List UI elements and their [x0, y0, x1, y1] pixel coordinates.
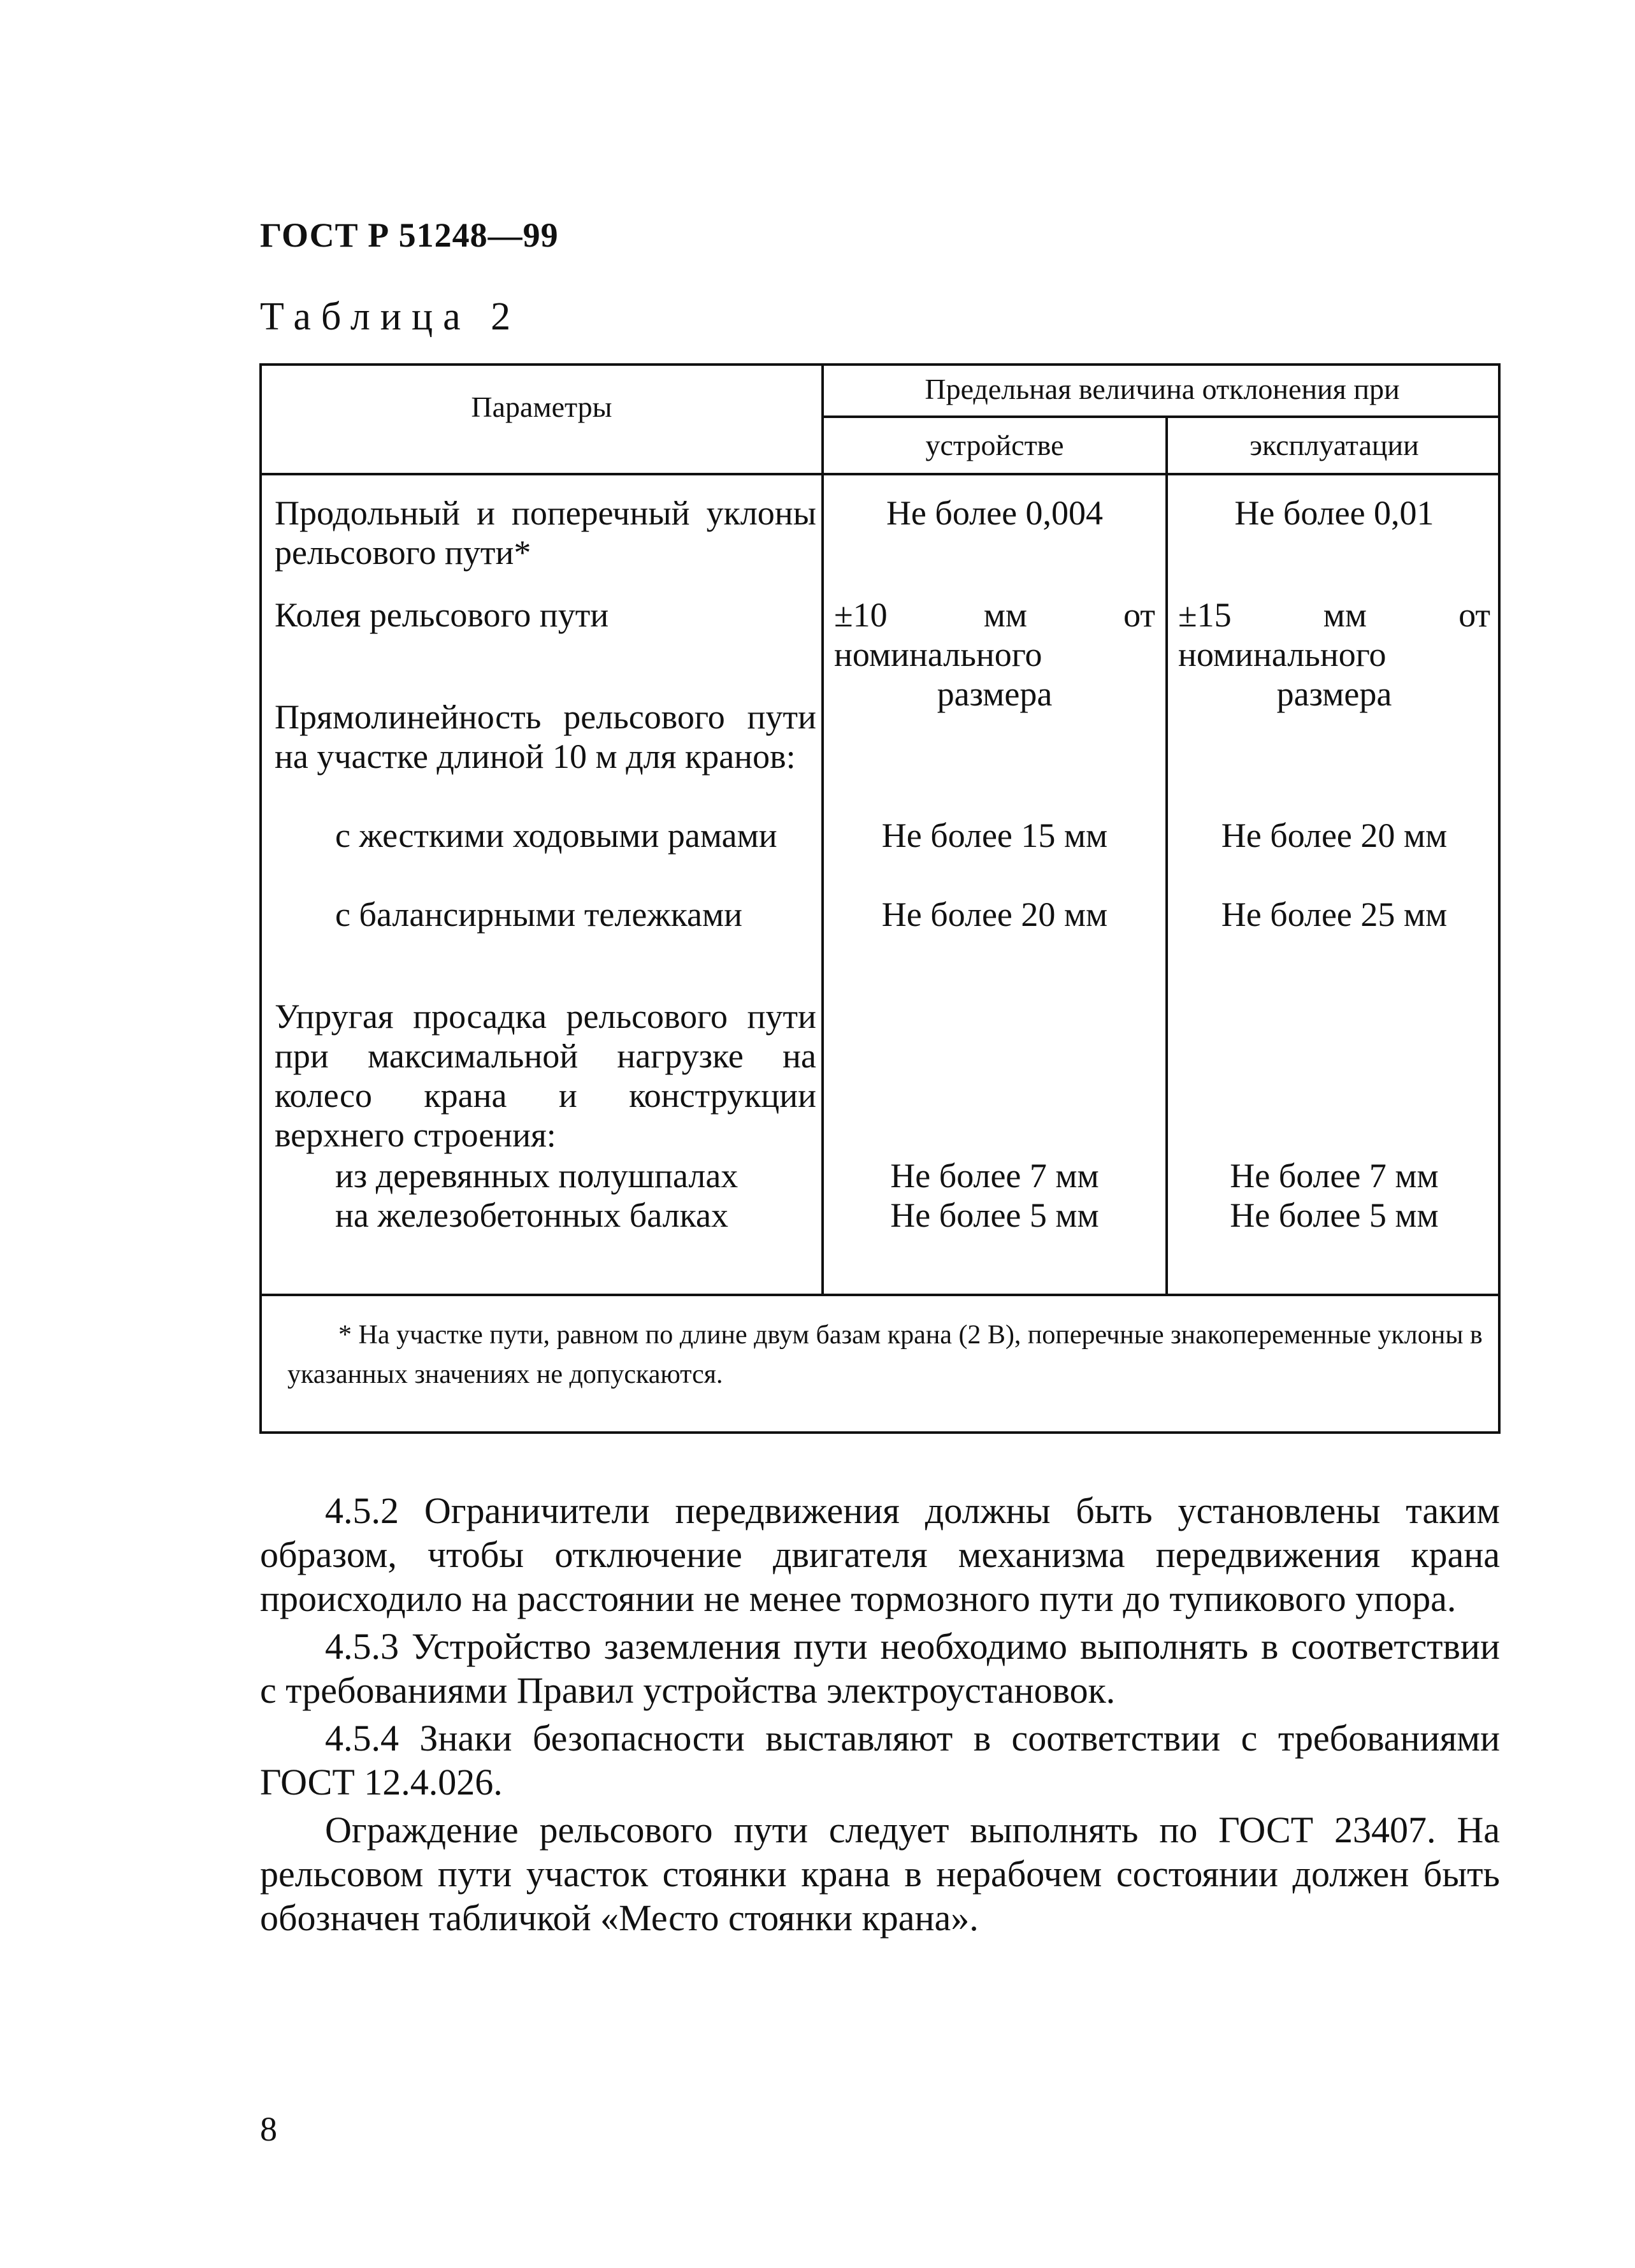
operation-value: Не более 0,01: [1234, 494, 1434, 532]
header-operation: эксплуатации: [1250, 429, 1419, 461]
table-divider: [821, 415, 1501, 418]
body-text: [260, 1489, 1500, 1944]
param-cell: Упругая просадка рельсового пути при максимальной нагрузке на колесо крана и конструкции верхнего строения:: [275, 997, 816, 1154]
installation-value: Не более 20 мм: [881, 895, 1108, 934]
operation-value: Не более 7 мм: [1230, 1157, 1439, 1195]
header-limit-deviation: Предельная величина отклонения при: [925, 373, 1400, 405]
table-divider: [262, 1294, 1501, 1296]
param-cell: Прямолинейность рельсового пути на участке длиной 10 м для кранов:: [275, 698, 816, 776]
installation-value: ±10 мм от номинального размера: [834, 596, 1155, 713]
installation-value: Не более 5 мм: [890, 1196, 1099, 1234]
table-caption: Таблица 2: [260, 295, 521, 338]
header-installation: устройстве: [925, 429, 1064, 461]
param-cell: на железобетонных балках: [335, 1196, 728, 1234]
installation-value: Не более 15 мм: [881, 816, 1108, 855]
param-cell: Продольный и поперечный уклоны рельсового пути*: [275, 494, 816, 572]
paragraph: 4.5.4 Знаки безопасности выставляют в соответствии с требованиями ГОСТ 12.4.026.: [260, 1717, 1500, 1803]
table-divider: [262, 473, 1501, 475]
document-code: ГОСТ Р 51248—99: [260, 216, 559, 254]
paragraph: 4.5.2 Ограничители передвижения должны быть установлены таким образом, чтобы отключение двигателя механизма передвижения крана происходило на расстоянии не менее тормозного пути до тупикового упора.: [260, 1490, 1500, 1619]
installation-value: Не более 7 мм: [890, 1157, 1099, 1195]
deviation-table: [259, 363, 1501, 1434]
page-number: 8: [260, 2110, 277, 2148]
param-cell: из деревянных полушпалах: [335, 1157, 738, 1195]
paragraph: Ограждение рельсового пути следует выполнять по ГОСТ 23407. На рельсовом пути участок стоянки крана в нерабочем состоянии должен быть обозначен табличкой «Место стоянки крана».: [260, 1809, 1500, 1939]
operation-value: Не более 5 мм: [1230, 1196, 1439, 1234]
header-parameters: Параметры: [471, 391, 612, 423]
param-cell: Колея рельсового пути: [275, 596, 609, 634]
operation-value: Не более 20 мм: [1221, 816, 1448, 855]
param-cell: с балансирными тележками: [335, 895, 743, 934]
table-footnote: * На участке пути, равном по длине двум базам крана (2 В), поперечные знакопеременные уклоны в указанных значениях не допускаются.: [287, 1320, 1483, 1389]
paragraph: 4.5.3 Устройство заземления пути необходимо выполнять в соответствии с требованиями Правил устройства электроустановок.: [260, 1626, 1500, 1711]
installation-value: Не более 0,004: [886, 494, 1104, 532]
operation-value: ±15 мм от номинального размера: [1178, 596, 1490, 713]
operation-value: Не более 25 мм: [1221, 895, 1448, 934]
param-cell: с жесткими ходовыми рамами: [335, 816, 777, 855]
